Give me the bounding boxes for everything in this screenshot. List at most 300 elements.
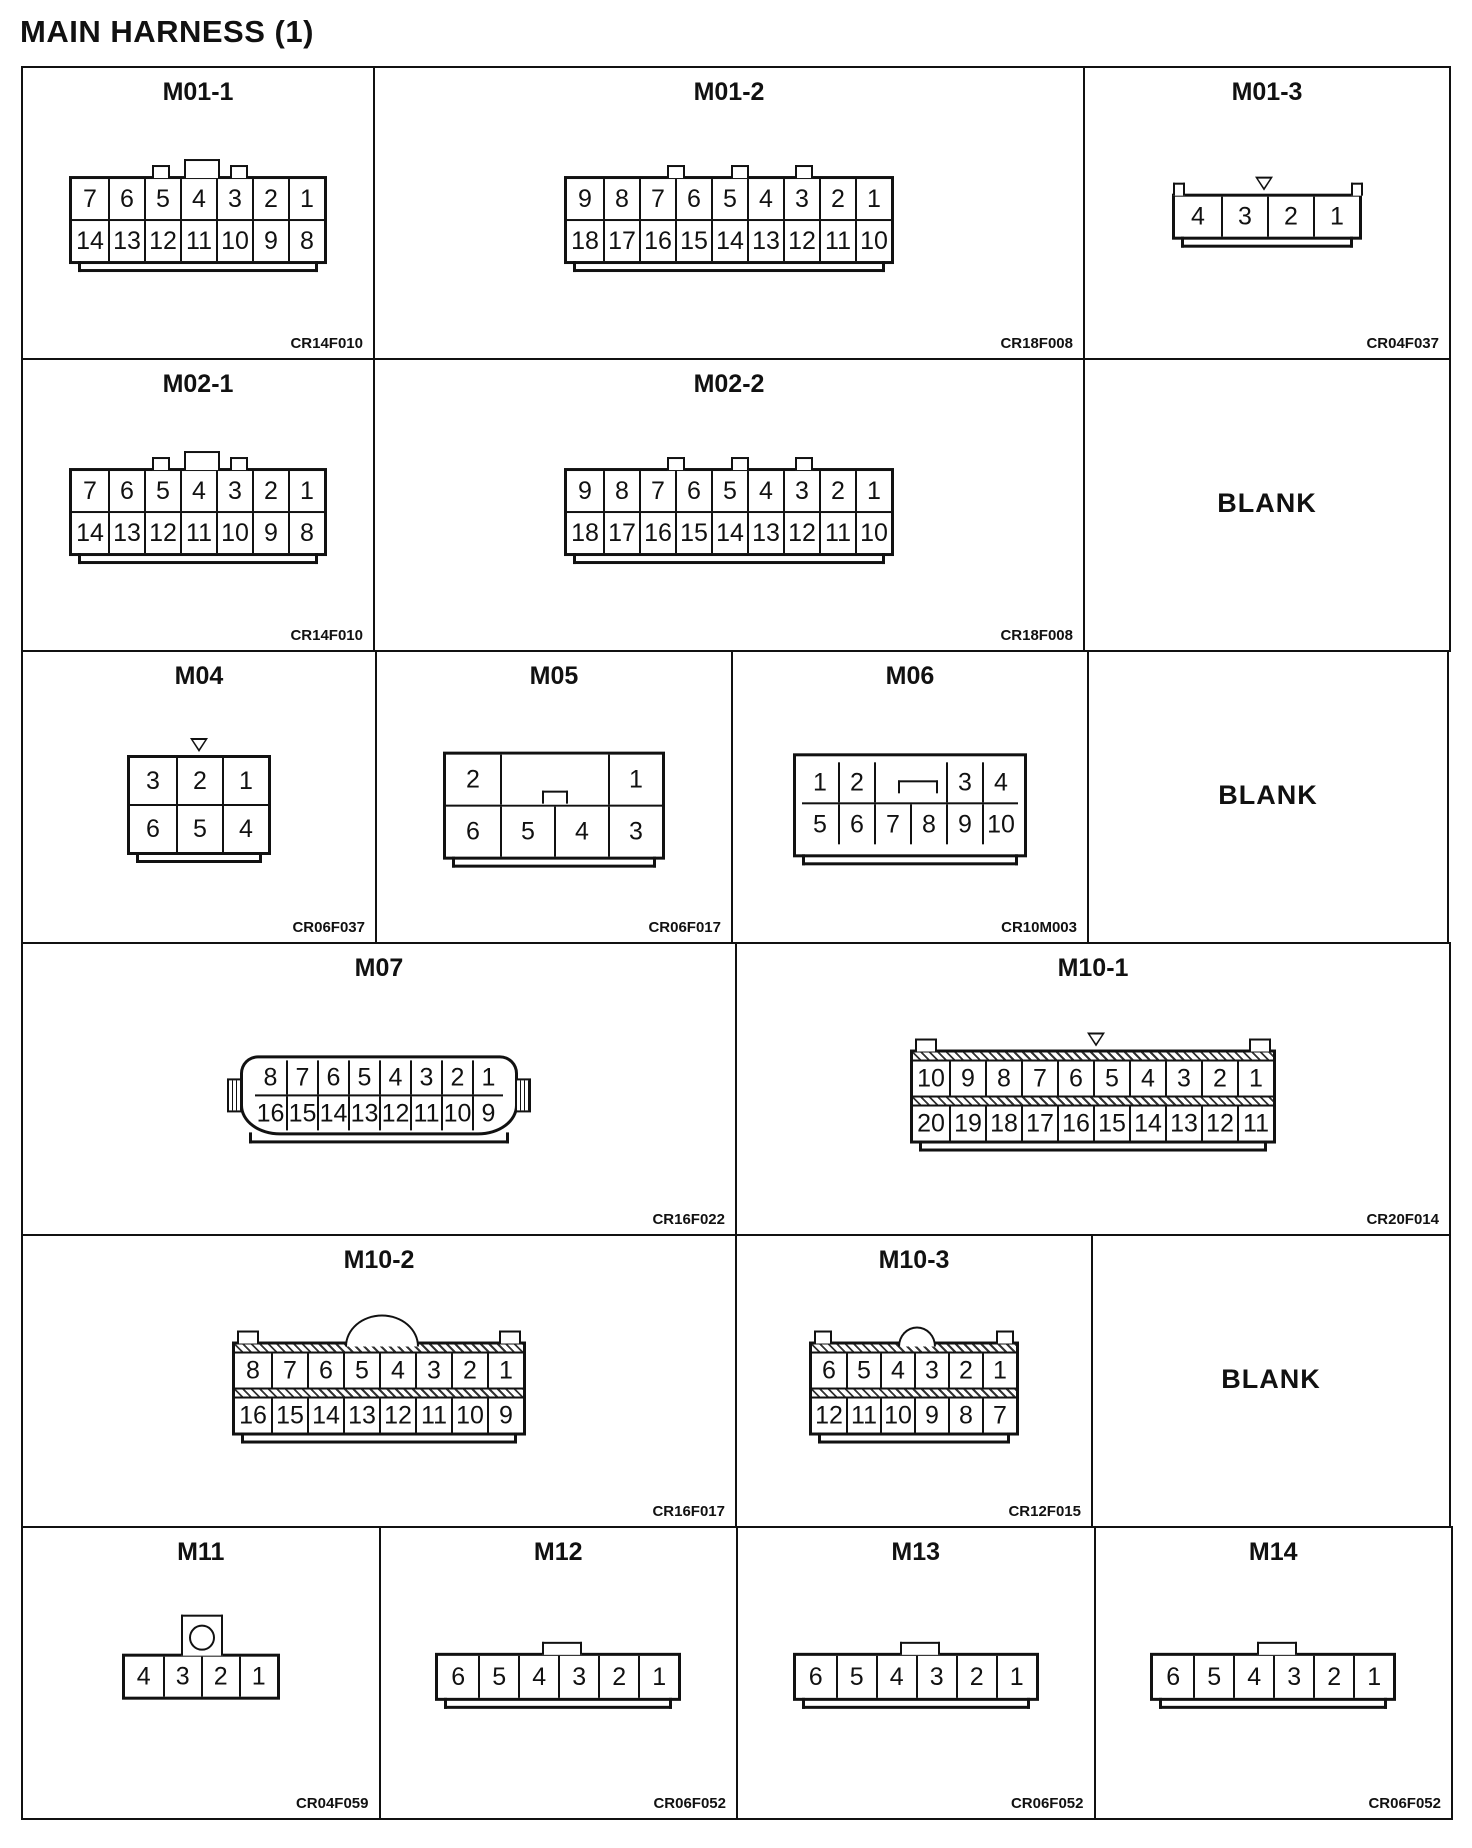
cell-m04 — [21, 650, 377, 944]
pin: 2 — [819, 179, 855, 219]
pin: 10 — [216, 221, 252, 261]
pin: 16 — [639, 513, 675, 553]
connector-body — [809, 1342, 1019, 1436]
pin: 5 — [711, 471, 747, 511]
connector-code: CR06F037 — [292, 919, 365, 936]
connector-m01-2 — [564, 176, 894, 264]
pin: 13 — [348, 1096, 379, 1130]
pin: 1 — [813, 768, 827, 797]
connector-m14 — [1150, 1653, 1396, 1701]
pin: 15 — [675, 221, 711, 261]
connector-code: CR16F022 — [652, 1211, 725, 1228]
connector-code: CR14F010 — [290, 335, 363, 352]
pin: 11 — [846, 1399, 880, 1433]
pin: 4 — [136, 1662, 151, 1691]
pin: 4 — [222, 806, 268, 852]
lock-tab — [184, 159, 220, 178]
pin: 3 — [783, 471, 819, 511]
pin: 19 — [949, 1107, 985, 1141]
pin: 10 — [441, 1096, 472, 1130]
pin: 11 — [819, 513, 855, 553]
pin: 6 — [675, 471, 711, 511]
connector-body — [443, 752, 665, 860]
pin: 7 — [874, 804, 910, 844]
pin: 17 — [603, 221, 639, 261]
pin: 15 — [1093, 1107, 1129, 1141]
pin: 1 — [996, 1656, 1036, 1698]
pin: 7 — [286, 1060, 317, 1094]
pin: 5 — [500, 807, 554, 857]
pin: 12 — [379, 1399, 415, 1433]
connector-m10-1 — [910, 1050, 1276, 1144]
connector-body — [910, 1050, 1276, 1144]
cell-m07 — [21, 942, 737, 1236]
pin: 6 — [108, 471, 144, 511]
pin: 9 — [252, 221, 288, 261]
lock-tab — [1249, 1039, 1271, 1052]
pin: 6 — [822, 1356, 836, 1385]
cell-m13 — [736, 1526, 1096, 1820]
connector-code: CR18F008 — [1000, 335, 1073, 352]
pin: 12 — [144, 221, 180, 261]
pin: 2 — [176, 758, 222, 804]
pin-row — [130, 758, 268, 804]
pin: 6 — [451, 1662, 466, 1691]
latch-nub — [152, 165, 170, 178]
pin: 5 — [846, 1354, 880, 1388]
lock-tab — [181, 1615, 223, 1656]
pin: 9 — [487, 1399, 523, 1433]
connector-title: M12 — [533, 1538, 583, 1566]
lock-dome — [345, 1315, 419, 1347]
pin: 5 — [1093, 1062, 1129, 1096]
pin: 4 — [1129, 1062, 1165, 1096]
connector-m04 — [127, 755, 271, 855]
pin: 13 — [747, 513, 783, 553]
pin-row — [913, 1105, 1273, 1141]
pin: 11 — [410, 1096, 441, 1130]
connector-title: M10-2 — [343, 1246, 415, 1274]
pin: 15 — [271, 1399, 307, 1433]
pin: 4 — [180, 471, 216, 511]
cell-blank — [1091, 1234, 1451, 1528]
pin: 14 — [317, 1096, 348, 1130]
pin: 1 — [222, 758, 268, 804]
pin: 3 — [1273, 1656, 1313, 1698]
pin: 14 — [711, 221, 747, 261]
pin: 12 — [815, 1401, 843, 1430]
contact-strip — [235, 1388, 523, 1397]
pin: 3 — [783, 179, 819, 219]
connector-m13 — [793, 1653, 1039, 1701]
cell-blank — [1087, 650, 1449, 944]
contact-strip — [812, 1388, 1016, 1397]
mounting-ear — [227, 1078, 243, 1112]
connector-title: M11 — [177, 1538, 225, 1566]
pin: 3 — [946, 762, 982, 802]
pin: 6 — [675, 179, 711, 219]
pin: 8 — [263, 1063, 278, 1092]
connector-body — [564, 176, 894, 264]
pin: 4 — [1191, 202, 1205, 231]
blank-label: BLANK — [1217, 487, 1317, 518]
contact-strip — [913, 1096, 1273, 1105]
pin: 4 — [880, 1354, 914, 1388]
connector-title: M06 — [885, 662, 935, 690]
cell-m12 — [379, 1526, 739, 1820]
pin: 4 — [747, 471, 783, 511]
connector-code: CR12F015 — [1008, 1503, 1081, 1520]
connector-code: CR10M003 — [1001, 919, 1077, 936]
connector-title: M01-3 — [1231, 78, 1303, 106]
pin: 3 — [914, 1354, 948, 1388]
cell-m10-2 — [21, 1234, 737, 1528]
connector-m10-2 — [232, 1342, 526, 1436]
latch-nub — [731, 165, 749, 178]
pin: 12 — [144, 513, 180, 553]
pin: 2 — [441, 1060, 472, 1094]
pin: 1 — [288, 471, 324, 511]
pin: 15 — [675, 513, 711, 553]
pin: 8 — [288, 513, 324, 553]
pin: 16 — [1057, 1107, 1093, 1141]
pin-row — [255, 1060, 503, 1094]
pin: 4 — [876, 1656, 916, 1698]
pin-one-marker-icon — [1087, 1033, 1105, 1047]
connector-grid — [21, 66, 1451, 1826]
connector-code: CR06F052 — [1368, 1795, 1441, 1812]
pin-row — [130, 804, 268, 852]
connector-title: M10-3 — [878, 1246, 950, 1274]
lock-hole-icon — [189, 1625, 215, 1651]
pin: 13 — [108, 221, 144, 261]
connector-body — [793, 1653, 1039, 1701]
pin: 6 — [1057, 1062, 1093, 1096]
connector-body — [232, 1342, 526, 1436]
pin: 2 — [956, 1656, 996, 1698]
pin: 15 — [286, 1096, 317, 1130]
pin: 1 — [982, 1354, 1016, 1388]
connector-m01-1 — [69, 176, 327, 264]
lock-tab — [184, 451, 220, 470]
pin: 9 — [578, 477, 592, 506]
pin: 2 — [838, 762, 874, 802]
latch-nub — [542, 791, 568, 804]
grid-row-3 — [21, 650, 1451, 944]
connector-title: M02-2 — [693, 370, 765, 398]
latch-nub — [667, 165, 685, 178]
pin: 14 — [76, 227, 104, 256]
connector-m05 — [443, 752, 665, 860]
pin-row — [1175, 197, 1359, 237]
pin: 18 — [571, 519, 599, 548]
pin-row — [913, 1060, 1273, 1096]
pin-row — [235, 1352, 523, 1388]
pin: 8 — [246, 1356, 260, 1385]
pin: 4 — [982, 762, 1018, 802]
connector-title: M14 — [1248, 1538, 1298, 1566]
pin: 8 — [603, 471, 639, 511]
pin: 3 — [146, 767, 160, 795]
pin: 1 — [1313, 197, 1359, 237]
lock-dome — [898, 1327, 936, 1347]
connector-m12 — [435, 1653, 681, 1701]
pin: 13 — [108, 513, 144, 553]
pin: 3 — [1221, 197, 1267, 237]
connector-title: M07 — [354, 954, 404, 982]
pin-row — [812, 1352, 1016, 1388]
pin: 5 — [1193, 1656, 1233, 1698]
pin: 1 — [638, 1656, 678, 1698]
pin: 6 — [808, 1662, 823, 1691]
connector-title: M01-2 — [693, 78, 765, 106]
pin: 12 — [1201, 1107, 1237, 1141]
pin: 8 — [985, 1062, 1021, 1096]
pin: 12 — [783, 221, 819, 261]
connector-body — [69, 176, 327, 264]
pin: 3 — [608, 807, 662, 857]
pin: 6 — [307, 1354, 343, 1388]
pin: 2 — [252, 471, 288, 511]
pin: 16 — [239, 1401, 267, 1430]
connector-body — [793, 753, 1027, 857]
pin: 1 — [855, 471, 891, 511]
pin-row — [72, 219, 324, 261]
pin: 14 — [1129, 1107, 1165, 1141]
pin: 14 — [76, 519, 104, 548]
pin: 5 — [348, 1060, 379, 1094]
connector-body — [564, 468, 894, 556]
pin-row — [812, 1397, 1016, 1433]
pin: 1 — [1353, 1656, 1393, 1698]
pin: 4 — [747, 179, 783, 219]
pin: 9 — [949, 1062, 985, 1096]
connector-code: CR06F052 — [653, 1795, 726, 1812]
pin: 5 — [144, 471, 180, 511]
connector-m11 — [122, 1654, 280, 1700]
pin: 8 — [603, 179, 639, 219]
pin: 20 — [917, 1109, 945, 1138]
blank-label: BLANK — [1221, 1363, 1321, 1394]
connector-title: M02-1 — [162, 370, 234, 398]
pin: 2 — [948, 1354, 982, 1388]
latch-nub — [230, 165, 248, 178]
grid-row-4 — [21, 942, 1451, 1236]
lock-tab — [237, 1331, 259, 1344]
pin: 7 — [271, 1354, 307, 1388]
pin: 2 — [451, 1354, 487, 1388]
pin: 3 — [1165, 1062, 1201, 1096]
pin: 7 — [639, 471, 675, 511]
grid-row-2 — [21, 358, 1451, 652]
pin-row — [72, 179, 324, 219]
pin: 6 — [1166, 1662, 1181, 1691]
grid-row-5 — [21, 1234, 1451, 1528]
pin: 9 — [472, 1096, 503, 1130]
pin: 18 — [985, 1107, 1021, 1141]
pin: 10 — [855, 221, 891, 261]
cell-m10-1 — [735, 942, 1451, 1236]
connector-code: CR04F059 — [295, 1795, 369, 1812]
pin: 6 — [466, 817, 480, 846]
pin-row — [567, 511, 891, 553]
pin: 10 — [216, 513, 252, 553]
pin: 6 — [317, 1060, 348, 1094]
connector-code: CR18F008 — [1000, 627, 1073, 644]
connector-m06 — [793, 753, 1027, 857]
pin: 7 — [83, 185, 97, 214]
pin: 4 — [180, 179, 216, 219]
lock-tab — [814, 1331, 832, 1344]
latch-nub — [1351, 183, 1363, 196]
pin-row — [125, 1657, 277, 1697]
contact-strip — [913, 1053, 1273, 1060]
connector-body — [127, 755, 271, 855]
latch-nub — [152, 457, 170, 470]
pin-row — [567, 219, 891, 261]
cell-m14 — [1094, 1526, 1454, 1820]
pin: 17 — [603, 513, 639, 553]
pin: 12 — [379, 1096, 410, 1130]
pin: 3 — [216, 179, 252, 219]
pin: 7 — [982, 1399, 1016, 1433]
pin: 1 — [239, 1657, 277, 1697]
lock-tab — [915, 1039, 937, 1052]
cell-blank — [1083, 358, 1451, 652]
pin: 5 — [711, 179, 747, 219]
cell-m06 — [731, 650, 1089, 944]
pin-row — [72, 471, 324, 511]
latch-nub — [1257, 1642, 1297, 1655]
connector-body — [122, 1654, 280, 1700]
latch-nub — [898, 780, 938, 793]
pin: 3 — [410, 1060, 441, 1094]
cell-m05 — [375, 650, 733, 944]
pin: 13 — [1165, 1107, 1201, 1141]
pin: 16 — [639, 221, 675, 261]
pin: 1 — [1237, 1062, 1273, 1096]
pin: 6 — [108, 179, 144, 219]
mounting-ear — [515, 1078, 531, 1112]
cell-m01-3 — [1083, 66, 1451, 360]
pin-row — [796, 1656, 1036, 1698]
pin: 1 — [855, 179, 891, 219]
pin: 2 — [466, 765, 480, 794]
connector-code: CR14F010 — [290, 627, 363, 644]
pin: 5 — [478, 1656, 518, 1698]
grid-row-6 — [21, 1526, 1451, 1820]
page-title: MAIN HARNESS (1) — [20, 14, 314, 49]
cell-m11 — [21, 1526, 381, 1820]
pin-row — [802, 802, 1018, 844]
pin-row — [438, 1656, 678, 1698]
pin: 10 — [917, 1064, 945, 1093]
pin: 1 — [472, 1060, 503, 1094]
pin: 11 — [180, 221, 216, 261]
pin: 5 — [836, 1656, 876, 1698]
pin: 2 — [1267, 197, 1313, 237]
pin: 3 — [415, 1354, 451, 1388]
pin: 10 — [880, 1399, 914, 1433]
pin: 7 — [83, 477, 97, 506]
connector-title: M05 — [529, 662, 579, 690]
pin: 3 — [216, 471, 252, 511]
pin: 16 — [256, 1099, 285, 1128]
pin: 2 — [598, 1656, 638, 1698]
pin: 13 — [747, 221, 783, 261]
connector-title: M01-1 — [162, 78, 234, 106]
pin: 9 — [578, 185, 592, 214]
connector-body — [240, 1055, 518, 1135]
pin-row — [72, 511, 324, 553]
connector-code: CR06F017 — [648, 919, 721, 936]
connector-code: CR20F014 — [1366, 1211, 1439, 1228]
connector-title: M13 — [891, 1538, 941, 1566]
cell-m01-2 — [373, 66, 1085, 360]
pin: 12 — [783, 513, 819, 553]
pin: 2 — [1201, 1062, 1237, 1096]
pin: 17 — [1021, 1107, 1057, 1141]
pin: 1 — [487, 1354, 523, 1388]
pin: 2 — [201, 1657, 239, 1697]
pin: 5 — [176, 806, 222, 852]
pin-row — [446, 805, 662, 857]
pin-row — [1153, 1656, 1393, 1698]
cell-m02-2 — [373, 358, 1085, 652]
pin-row — [567, 179, 891, 219]
pin: 3 — [916, 1656, 956, 1698]
pin: 9 — [946, 804, 982, 844]
pin: 13 — [343, 1399, 379, 1433]
latch-nub — [795, 165, 813, 178]
pin: 4 — [379, 1354, 415, 1388]
connector-body — [69, 468, 327, 556]
pin: 8 — [288, 221, 324, 261]
pin: 11 — [1237, 1107, 1273, 1141]
latch-nub — [900, 1642, 940, 1655]
pin: 14 — [711, 513, 747, 553]
connector-body — [1172, 194, 1362, 240]
pin-row — [235, 1397, 523, 1433]
pin: 3 — [558, 1656, 598, 1698]
pin: 4 — [1233, 1656, 1273, 1698]
connector-code: CR06F052 — [1010, 1795, 1084, 1812]
pin: 6 — [838, 804, 874, 844]
connector-code: CR04F037 — [1366, 335, 1439, 352]
grid-row-1 — [21, 66, 1451, 360]
pin: 14 — [307, 1399, 343, 1433]
latch-nub — [542, 1642, 582, 1655]
pin: 11 — [819, 221, 855, 261]
pin: 5 — [343, 1354, 379, 1388]
pin: 9 — [914, 1399, 948, 1433]
pin: 2 — [819, 471, 855, 511]
blank-label: BLANK — [1218, 779, 1318, 810]
pin: 18 — [571, 227, 599, 256]
pin: 3 — [163, 1657, 201, 1697]
connector-body — [435, 1653, 681, 1701]
pin-one-marker-icon — [190, 738, 208, 752]
connector-title: M04 — [174, 662, 224, 690]
cell-m01-1 — [21, 66, 375, 360]
pin: 8 — [910, 804, 946, 844]
pin: 4 — [518, 1656, 558, 1698]
pin: 11 — [180, 513, 216, 553]
cell-m02-1 — [21, 358, 375, 652]
connector-m02-2 — [564, 468, 894, 556]
latch-nub — [230, 457, 248, 470]
pin: 6 — [146, 815, 160, 843]
